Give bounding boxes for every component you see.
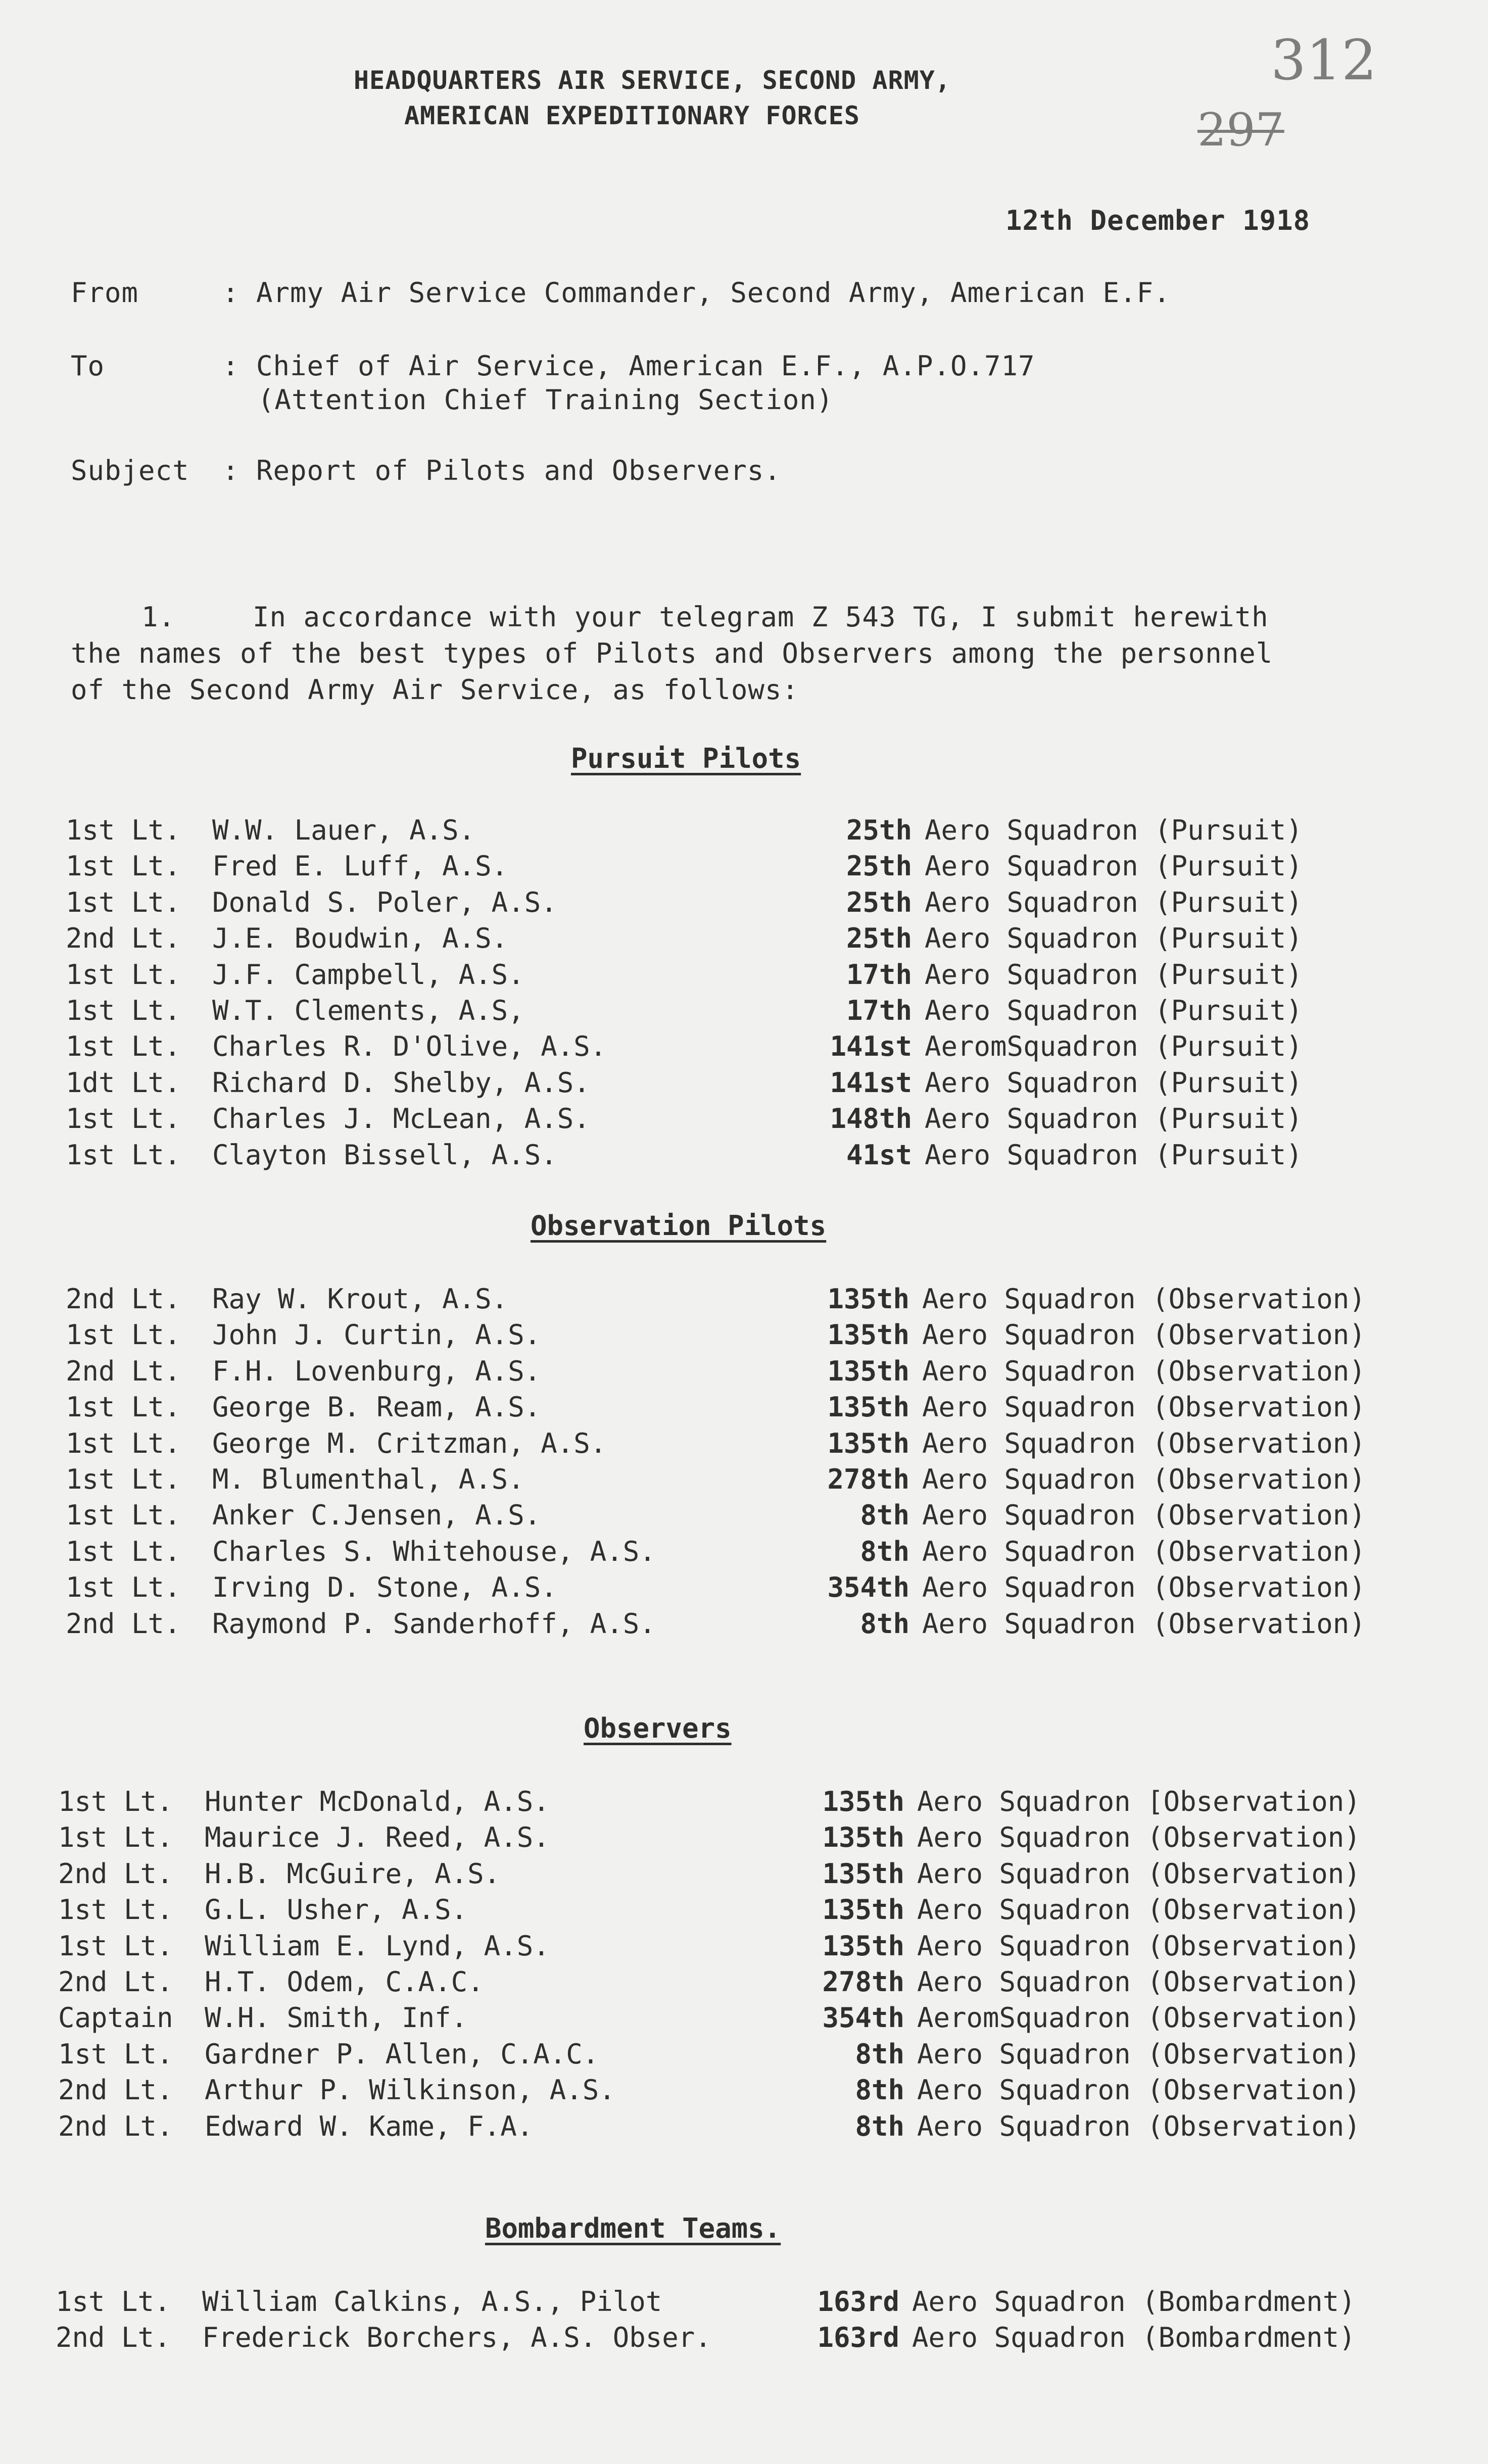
- officer-rank: 1st Lt.: [66, 1030, 181, 1063]
- officer-rank: 2nd Lt.: [66, 1355, 181, 1387]
- officer-rank: 1st Lt.: [66, 1499, 181, 1532]
- squadron-number: 25th: [846, 814, 912, 846]
- squadron-number: 135th: [827, 1427, 909, 1459]
- squadron-number: 278th: [827, 1463, 909, 1495]
- officer-rank: 1st Lt.: [66, 995, 181, 1026]
- roster-row: [66, 1608, 1455, 1643]
- officer-name: Clayton Bissell, A.S.: [212, 1139, 557, 1171]
- officer-name: J.E. Boudwin, A.S.: [212, 922, 508, 955]
- squadron-number: 148th: [830, 1103, 912, 1135]
- roster-row: [66, 1067, 1455, 1102]
- squadron-number: 354th: [827, 1571, 909, 1604]
- squadron-number: 8th: [860, 1535, 909, 1567]
- squadron-unit: AeromSquadron (Pursuit): [925, 1030, 1303, 1063]
- roster-row: [66, 959, 1455, 994]
- officer-name: W.T. Clements, A.S,: [212, 995, 524, 1026]
- squadron-number: 8th: [860, 1499, 909, 1532]
- officer-rank: 1st Lt.: [58, 1894, 173, 1926]
- officer-rank: 2nd Lt.: [56, 2322, 171, 2354]
- roster-row: [58, 2074, 1455, 2109]
- officer-name: Edward W. Kame, F.A.: [205, 2110, 534, 2142]
- roster-row: [66, 1283, 1455, 1318]
- officer-rank: 1st Lt.: [66, 850, 181, 882]
- officer-name: George B. Ream, A.S.: [212, 1391, 541, 1423]
- squadron-number: 354th: [822, 2002, 904, 2034]
- officer-rank: 1st Lt.: [66, 1103, 181, 1135]
- officer-rank: 1st Lt.: [66, 814, 181, 846]
- squadron-unit: Aero Squadron (Observation): [922, 1427, 1366, 1459]
- squadron-number: 141st: [830, 1030, 912, 1063]
- officer-rank: Captain: [58, 2002, 173, 2034]
- page-number: 312: [1271, 28, 1377, 92]
- officer-rank: 1st Lt.: [66, 1319, 181, 1351]
- officer-name: W.W. Lauer, A.S.: [212, 814, 475, 846]
- squadron-number: 163rd: [817, 2322, 899, 2354]
- officer-name: H.B. McGuire, A.S.: [205, 1857, 501, 1890]
- squadron-unit: AeromSquadron (Observation): [917, 2002, 1361, 2034]
- roster-row: [58, 1930, 1455, 1965]
- officer-name: William Calkins, A.S., Pilot: [202, 2286, 662, 2318]
- squadron-unit: Aero Squadron (Pursuit): [925, 1103, 1303, 1135]
- officer-rank: 1st Lt.: [56, 2286, 171, 2318]
- officer-name: Donald S. Poler, A.S.: [212, 886, 557, 918]
- squadron-number: 8th: [860, 1607, 909, 1640]
- paragraph-number: 1.: [141, 601, 176, 633]
- roster-row: [58, 2110, 1455, 2146]
- squadron-unit: Aero Squadron (Pursuit): [925, 1066, 1303, 1099]
- section-title-pursuit: Pursuit Pilots: [571, 743, 801, 774]
- squadron-unit: Aero Squadron (Observation): [917, 1966, 1361, 1998]
- squadron-number: 278th: [822, 1966, 904, 1998]
- paragraph-line-2: the names of the best types of Pilots and Observers among the personnel: [71, 637, 1273, 669]
- officer-rank: 2nd Lt.: [58, 2074, 173, 2106]
- old-page-number: 297: [1197, 104, 1284, 157]
- squadron-number: 17th: [846, 958, 912, 991]
- officer-name: Anker C.Jensen, A.S.: [212, 1499, 541, 1532]
- officer-name: Frederick Borchers, A.S. Obser.: [202, 2322, 711, 2354]
- officer-name: G.L. Usher, A.S.: [205, 1894, 468, 1926]
- roster-row: [58, 1821, 1455, 1857]
- squadron-unit: Aero Squadron (Bombardment): [912, 2286, 1356, 2318]
- squadron-unit: Aero Squadron (Observation): [922, 1535, 1366, 1567]
- squadron-number: 25th: [846, 886, 912, 918]
- officer-rank: 2nd Lt.: [66, 922, 181, 955]
- roster-row: [66, 850, 1455, 885]
- roster-row: [66, 1391, 1455, 1426]
- squadron-unit: Aero Squadron (Observation): [922, 1283, 1366, 1315]
- officer-rank: 1st Lt.: [66, 1571, 181, 1604]
- squadron-number: 25th: [846, 850, 912, 882]
- to-value: : Chief of Air Service, American E.F., A.P.O.717: [222, 350, 1035, 382]
- header-line-2: AMERICAN EXPEDITIONARY FORCES: [404, 101, 860, 130]
- roster-row: [58, 2038, 1455, 2074]
- squadron-unit: Aero Squadron (Pursuit): [925, 922, 1303, 955]
- officer-rank: 1st Lt.: [66, 1535, 181, 1567]
- roster-row: [66, 1463, 1455, 1499]
- section-title-bombardment: Bombardment Teams.: [485, 2212, 781, 2244]
- officer-name: Charles S. Whitehouse, A.S.: [212, 1535, 656, 1567]
- roster-row: [66, 1103, 1455, 1138]
- squadron-unit: Aero Squadron (Pursuit): [925, 814, 1303, 846]
- roster-row: [58, 1966, 1455, 2001]
- squadron-unit: Aero Squadron (Observation): [922, 1499, 1366, 1532]
- squadron-unit: Aero Squadron (Observation): [922, 1571, 1366, 1604]
- officer-rank: 1st Lt.: [58, 2038, 173, 2070]
- roster-row: [66, 886, 1455, 922]
- squadron-number: 135th: [827, 1319, 909, 1351]
- squadron-number: 141st: [830, 1066, 912, 1099]
- officer-name: Irving D. Stone, A.S.: [212, 1571, 557, 1604]
- officer-rank: 1st Lt.: [66, 1463, 181, 1495]
- roster-row: [66, 1536, 1455, 1571]
- officer-rank: 1st Lt.: [58, 1930, 173, 1962]
- squadron-unit: Aero Squadron [Observation): [917, 1786, 1361, 1817]
- to-value-attention: (Attention Chief Training Section): [258, 384, 834, 416]
- officer-name: William E. Lynd, A.S.: [205, 1930, 550, 1962]
- paragraph-line-3: of the Second Army Air Service, as follows:: [71, 674, 799, 706]
- document-date: 12th December 1918: [1005, 205, 1311, 236]
- officer-rank: 2nd Lt.: [66, 1607, 181, 1640]
- officer-rank: 2nd Lt.: [58, 2110, 173, 2142]
- officer-rank: 1st Lt.: [66, 958, 181, 991]
- officer-rank: 1st Lt.: [66, 1391, 181, 1423]
- officer-name: W.H. Smith, Inf.: [205, 2002, 468, 2034]
- subject-label: Subject: [71, 455, 189, 486]
- to-label: To: [71, 350, 105, 382]
- officer-name: M. Blumenthal, A.S.: [212, 1463, 524, 1495]
- squadron-unit: Aero Squadron (Observation): [917, 1857, 1361, 1890]
- officer-rank: 1st Lt.: [58, 1786, 173, 1817]
- squadron-unit: Aero Squadron (Pursuit): [925, 995, 1303, 1026]
- roster-row: [58, 1858, 1455, 1893]
- squadron-number: 8th: [855, 2038, 904, 2070]
- roster-row: [66, 1319, 1455, 1354]
- squadron-number: 41st: [846, 1139, 912, 1171]
- squadron-unit: Aero Squadron (Observation): [917, 1894, 1361, 1926]
- roster-row: [66, 1355, 1455, 1391]
- officer-name: Richard D. Shelby, A.S.: [212, 1066, 590, 1099]
- officer-name: Charles J. McLean, A.S.: [212, 1103, 590, 1135]
- officer-rank: 2nd Lt.: [58, 1857, 173, 1890]
- roster-row: [66, 922, 1455, 958]
- officer-rank: 1st Lt.: [66, 1139, 181, 1171]
- roster-row: [66, 1571, 1455, 1607]
- officer-name: F.H. Lovenburg, A.S.: [212, 1355, 541, 1387]
- officer-name: Hunter McDonald, A.S.: [205, 1786, 550, 1817]
- squadron-unit: Aero Squadron (Observation): [922, 1391, 1366, 1423]
- officer-rank: 1dt Lt.: [66, 1066, 181, 1099]
- squadron-number: 135th: [822, 1930, 904, 1962]
- squadron-unit: Aero Squadron (Pursuit): [925, 1139, 1303, 1171]
- from-value: : Army Air Service Commander, Second Army, American E.F.: [222, 277, 1171, 309]
- squadron-number: 135th: [822, 1857, 904, 1890]
- squadron-number: 25th: [846, 922, 912, 955]
- squadron-unit: Aero Squadron (Observation): [922, 1355, 1366, 1387]
- squadron-unit: Aero Squadron (Pursuit): [925, 850, 1303, 882]
- roster-row: [66, 1139, 1455, 1174]
- paragraph-line-1: In accordance with your telegram Z 543 TG, I submit herewith: [253, 601, 1269, 633]
- roster-row: [58, 1894, 1455, 1929]
- squadron-number: 8th: [855, 2074, 904, 2106]
- officer-rank: 2nd Lt.: [66, 1283, 181, 1315]
- squadron-unit: Aero Squadron (Observation): [917, 2110, 1361, 2142]
- officer-rank: 1st Lt.: [66, 886, 181, 918]
- roster-row: [66, 814, 1455, 850]
- squadron-unit: Aero Squadron (Observation): [922, 1463, 1366, 1495]
- officer-rank: 1st Lt.: [66, 1427, 181, 1459]
- squadron-unit: Aero Squadron (Observation): [922, 1607, 1366, 1640]
- from-label: From: [71, 277, 139, 309]
- officer-name: Charles R. D'Olive, A.S.: [212, 1030, 607, 1063]
- squadron-unit: Aero Squadron (Observation): [917, 2074, 1361, 2106]
- officer-rank: 2nd Lt.: [58, 1966, 173, 1998]
- header-line-1: HEADQUARTERS AIR SERVICE, SECOND ARMY,: [354, 66, 951, 95]
- roster-row: [66, 995, 1455, 1030]
- roster-row: [66, 1499, 1455, 1535]
- officer-name: Ray W. Krout, A.S.: [212, 1283, 508, 1315]
- squadron-unit: Aero Squadron (Observation): [917, 1821, 1361, 1854]
- roster-row: [66, 1427, 1455, 1463]
- officer-name: Maurice J. Reed, A.S.: [205, 1821, 550, 1854]
- officer-name: J.F. Campbell, A.S.: [212, 958, 524, 991]
- squadron-unit: Aero Squadron (Pursuit): [925, 958, 1303, 991]
- officer-name: Arthur P. Wilkinson, A.S.: [205, 2074, 615, 2106]
- squadron-number: 8th: [855, 2110, 904, 2142]
- squadron-number: 163rd: [817, 2286, 899, 2318]
- squadron-unit: Aero Squadron (Pursuit): [925, 886, 1303, 918]
- section-title-observation: Observation Pilots: [531, 1210, 827, 1242]
- squadron-number: 135th: [822, 1786, 904, 1817]
- squadron-unit: Aero Squadron (Bombardment): [912, 2322, 1356, 2354]
- officer-name: George M. Critzman, A.S.: [212, 1427, 607, 1459]
- officer-rank: 1st Lt.: [58, 1821, 173, 1854]
- squadron-number: 135th: [827, 1391, 909, 1423]
- squadron-number: 135th: [822, 1894, 904, 1926]
- squadron-number: 17th: [846, 995, 912, 1026]
- officer-name: Raymond P. Sanderhoff, A.S.: [212, 1607, 656, 1640]
- squadron-number: 135th: [822, 1821, 904, 1854]
- section-title-observers: Observers: [584, 1712, 732, 1744]
- squadron-unit: Aero Squadron (Observation): [917, 1930, 1361, 1962]
- officer-name: Fred E. Luff, A.S.: [212, 850, 508, 882]
- officer-name: Gardner P. Allen, C.A.C.: [205, 2038, 599, 2070]
- roster-row: [58, 1786, 1455, 1821]
- squadron-unit: Aero Squadron (Observation): [917, 2038, 1361, 2070]
- officer-name: John J. Curtin, A.S.: [212, 1319, 541, 1351]
- squadron-unit: Aero Squadron (Observation): [922, 1319, 1366, 1351]
- roster-row: [56, 2322, 1455, 2357]
- squadron-number: 135th: [827, 1283, 909, 1315]
- roster-row: [58, 2002, 1455, 2037]
- roster-row: [56, 2286, 1455, 2321]
- squadron-number: 135th: [827, 1355, 909, 1387]
- subject-value: : Report of Pilots and Observers.: [222, 455, 781, 486]
- officer-name: H.T. Odem, C.A.C.: [205, 1966, 484, 1998]
- roster-row: [66, 1030, 1455, 1066]
